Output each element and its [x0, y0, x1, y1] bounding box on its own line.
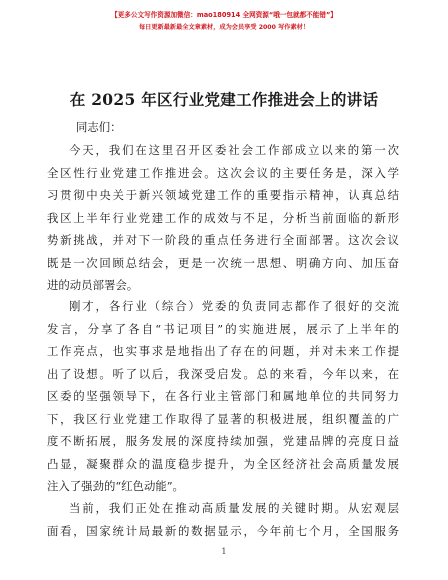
paragraph-line: 下，我区行业党建工作取得了显著的积极进展，组织覆盖的广	[47, 411, 399, 426]
paragraph-line: 面看，国家统计局最新的数据显示，今年前七个月，全国服务	[47, 523, 399, 538]
paragraph-line: 发言，分享了各自“书记项目”的实施进展，展示了上半年的	[47, 321, 399, 336]
paragraph-line: 当前，我们正处在推动高质量发展的关键时期。从宏观层	[69, 501, 399, 515]
salutation: 同志们：	[76, 120, 122, 134]
paragraph-line: 全区性行业党建工作推进会。这次会议的主要任务是，深入学	[47, 165, 399, 180]
paragraph-line: 我区上半年行业党建工作的成效与不足，分析当前面临的新形	[47, 210, 399, 225]
page-number: 1	[221, 547, 227, 557]
paragraph-line: 注入了强劲的“红色动能”。	[47, 479, 184, 493]
paragraph-line: 度不断拓展，服务发展的深度持续加强，党建品牌的亮度日益	[47, 434, 399, 448]
paragraph-line: 势新挑战，并对下一阶段的重点任务进行全面部署。这次会议	[47, 233, 399, 247]
promo-banner-line-1: 【更多公文写作资源加微信：mao180914 全网资源“哦一包就都不能错”】	[111, 11, 337, 19]
paragraph-line: 区委的坚强领导下，在各行业主管部门和属地单位的共同努力	[47, 389, 399, 403]
paragraph-line: 刚才，各行业（综合）党委的负责同志都作了很好的交流	[69, 299, 399, 313]
paragraph-review	[47, 295, 399, 498]
promo-banner-line-2: 每日更新最新最全文章素材，成为会员享受 2000 写作素材！	[138, 24, 310, 31]
paragraph-line: 凸显，凝聚群众的温度稳步提升，为全区经济社会高质量发展	[47, 456, 399, 471]
document-title: 在 2025 年区行业党建工作推进会上的讲话	[69, 90, 379, 109]
paragraph-line: 既是一次回顾总结会，更是一次统一思想、明确方向、加压奋	[47, 255, 399, 270]
paragraph-opening	[47, 139, 399, 297]
paragraph-line: 工作亮点，也实事求是地指出了存在的问题，并对未来工作提	[47, 344, 399, 358]
paragraph-line: 进的动员部署会。	[47, 278, 139, 292]
paragraph-line: 出了设想。听了以后，我深受启发。总的来看，今年以来，在	[47, 366, 399, 381]
paragraph-situation	[47, 497, 399, 542]
paragraph-line: 今天，我们在这里召开区委社会工作部成立以来的第一次	[69, 143, 399, 157]
paragraph-line: 习贯彻中央关于新兴领域党建工作的重要指示精神，认真总结	[47, 188, 399, 202]
